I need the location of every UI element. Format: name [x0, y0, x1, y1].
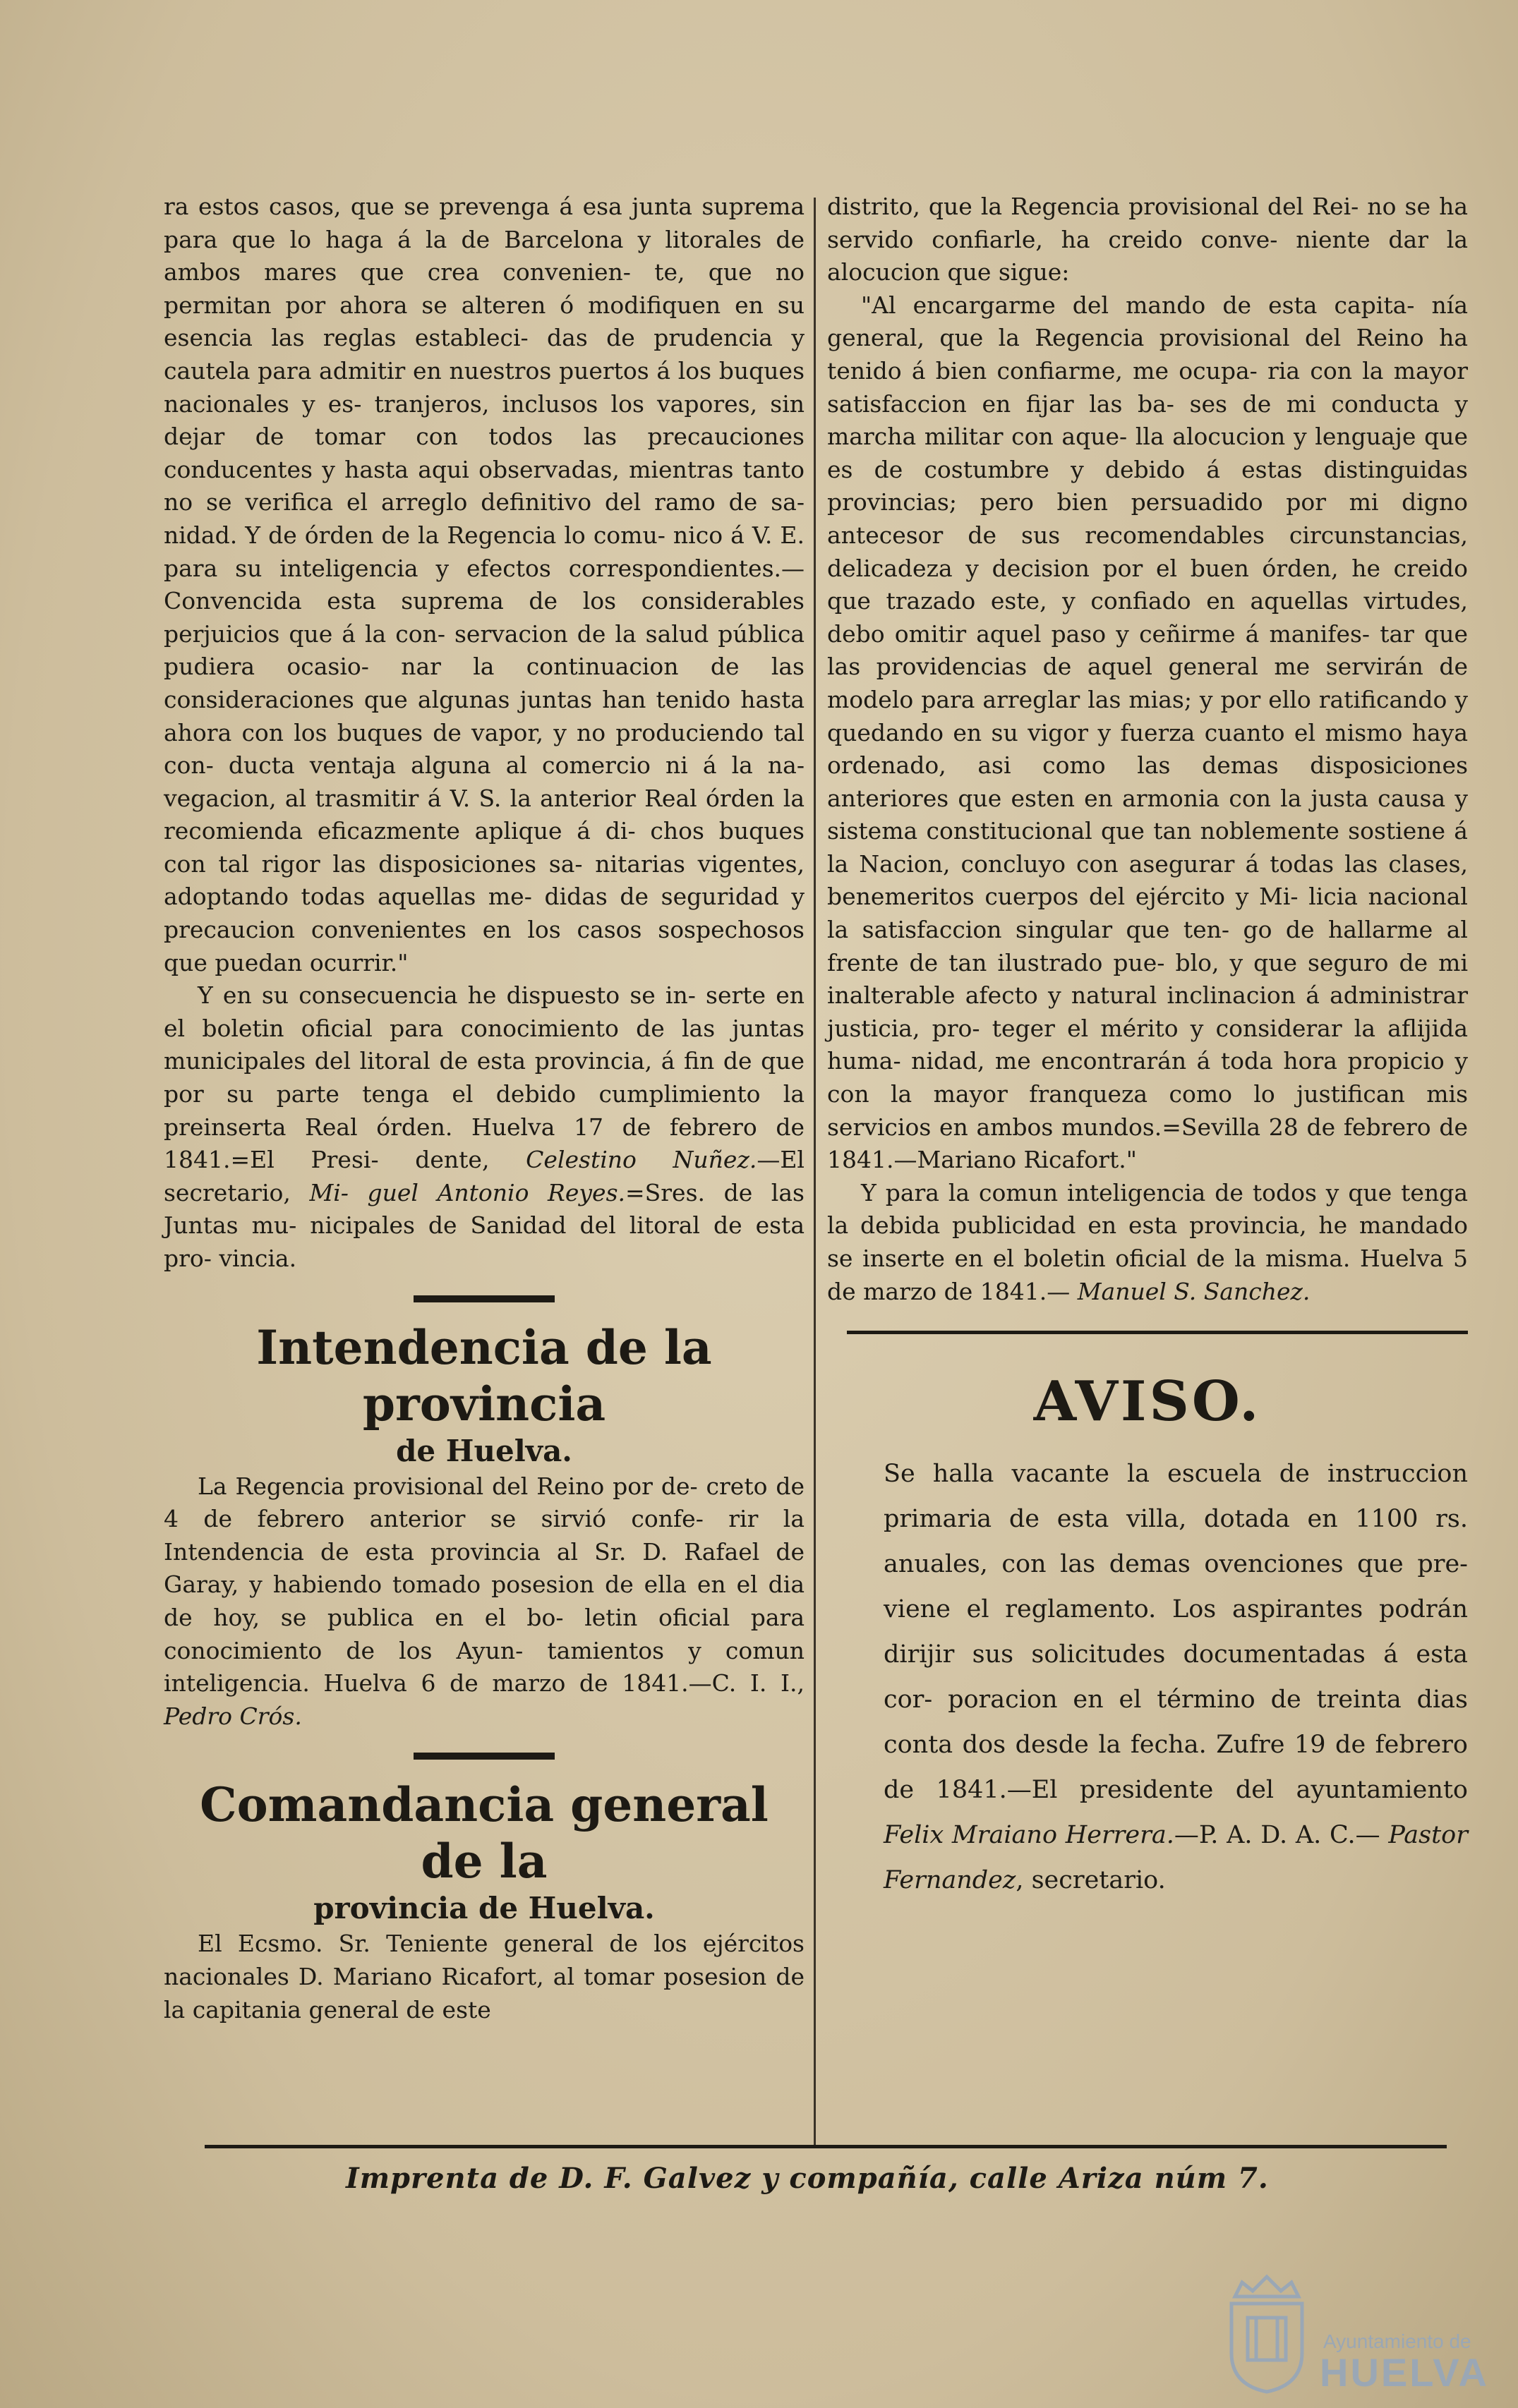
comandancia-subheading: provincia de Huelva. — [313, 1891, 655, 1926]
text-span: Y para la comun inteligencia de todos y que tenga la debida publicidad en esta provincia, he mandado se inserte en el boletin oficial de la misma. Huelva 5 de marzo de 1841.— — [827, 1178, 1468, 1305]
text-span: —El secretario, — [164, 1146, 805, 1206]
text-span: Se halla vacante la escuela de instruccion primaria de esta villa, dotada en 1100 rs. anuales, con las demas ovenciones que pre- viene el reglamento. Los aspirantes podrán dirijir sus solicitudes documentadas á esta cor- poracion en el término de treinta dias conta dos desde la fecha. Zufre 19 de febrero de 1841.—El presidente del ayuntamiento — [884, 1460, 1468, 1805]
signature-name: Pastor Fernandez — [884, 1821, 1468, 1895]
signature-name: Pedro Crós. — [164, 1702, 302, 1730]
watermark-line1: Ayuntamiento de — [1323, 2330, 1471, 2352]
ayuntamiento-watermark — [1221, 2268, 1503, 2395]
comandancia-paragraph: El Ecsmo. Sr. Teniente general de los ejércitos nacionales D. Mariano Ricafort, al tomar posesion de la capitania general de este — [164, 1930, 805, 2023]
section-divider — [414, 1753, 555, 1760]
left-paragraph-consecuencia — [164, 979, 805, 1275]
section-divider — [414, 1295, 555, 1302]
footer-rule — [205, 2145, 1447, 2148]
intendencia-paragraph — [164, 1470, 805, 1734]
aviso-paragraph — [827, 1451, 1468, 1903]
text-span: =Sres. de las Juntas mu- nicipales de Sanidad del litoral de esta pro- vincia. — [164, 1178, 805, 1272]
aviso-heading: AVISO. — [1033, 1369, 1262, 1434]
text-span: Y en su consecuencia he dispuesto se in- serte en el boletin oficial para conocimiento de las juntas municipales del litoral de esta provincia, á fin de que por su parte tenga el debido cumplimiento la preinserta Real órden. Huelva 17 de febrero de 1841.=El Presi- dente, — [164, 981, 805, 1174]
left-column — [164, 190, 805, 2026]
signature-name: Manuel S. Sanchez. — [1077, 1277, 1311, 1305]
text-span: —P. A. D. A. C.— — [1174, 1821, 1389, 1850]
watermark-line2: HUELVA — [1320, 2350, 1489, 2395]
right-paragraph-alocucion: "Al encargarme del mando de esta capita- nía general, que la Regencia provisional del Reino ha tenido á bien confiarme, me ocupa- ria con la mayor satisfaccion en fijar las ba- ses de mi conducta y marcha militar con aque- lla alocucion y lenguaje que es de costumbre y debido á estas distinguidas provincias; pero bien persuadido por mi digno antecesor de sus recomendables circunstancias, delicadeza y decision por el buen órden, he creido que trazado este, y confiado en aquellas virtudes, debo omitir aquel paso y ceñirme á manifes- tar que las providencias de aquel general me servirán de modelo para arreglar las mias; y por ello ratificando y quedando en su vigor y fuerza cuanto el mismo haya ordenado, asi como las demas disposiciones anteriores que esten en armonia con la justa causa y sistema constitucional que tan noblemente sostiene á la Nacion, concluyo con asegurar á todas las clases, benemeritos cuerpos del ejército y Mi- licia nacional la satisfaccion singular que ten- go de hallarme al frente de tan ilustrado pue- blo, y que seguro de mi inalterable afecto y natural inclinacion á administrar justicia, pro- teger el mérito y considerar la aflijida huma- nidad, me encontrarán á toda hora propicio y con la mayor franqueza como lo justifican mis servicios en ambos mundos.=Sevilla 28 de febrero de 1841.—Mariano Ricafort." — [827, 291, 1468, 1174]
text-span: , secretario. — [1016, 1866, 1166, 1895]
signature-name: Celestino Nuñez. — [526, 1146, 757, 1174]
signature-name: Felix Mraiano Herrera. — [884, 1821, 1174, 1850]
left-paragraph-sanidad: ra estos casos, que se prevenga á esa junta suprema para que lo haga á la de Barcelona y litorales de ambos mares que crea convenien- te, que no permitan por ahora se alteren ó modifiquen en su esencia las reglas estableci- das de prudencia y cautela para admitir en nuestros puertos á los buques nacionales y es- tranjeros, inclusos los vapores, sin dejar de tomar con todos las precauciones conducentes y hasta aqui observadas, mientras tanto no se verifica el arreglo definitivo del ramo de sa- nidad. Y de órden de la Regencia lo comu- nico á V. E. para su inteligencia y efectos correspondientes.—Convencida esta suprema de los considerables perjuicios que á la con- servacion de la salud pública pudiera ocasio- nar la continuacion de las consideraciones que algunas juntas han tenido hasta ahora con los buques de vapor, y no produciendo tal con- ducta ventaja alguna al comercio ni á la na- vegacion, al trasmitir á V. S. la anterior Real órden la recomienda eficazmente aplique á di- chos buques con tal rigor las disposiciones sa- nitarias vigentes, adoptando todas aquellas me- didas de seguridad y precaucion convenientes en los casos sospechosos que puedan ocurrir." — [164, 193, 805, 976]
signature-name: Mi- guel Antonio Reyes. — [309, 1178, 626, 1206]
text-span: La Regencia provisional del Reino por de- creto de 4 de febrero anterior se sirvió confe- rir la Intendencia de esta provincia al Sr. D. Rafael de Garay, y habiendo tomado posesion de ella en el dia de hoy, se publica en el bo- letin oficial para conocimiento de los Ayun- tamientos y comun inteligencia. Huelva 6 de marzo de 1841.—C. I. I., — [164, 1472, 805, 1698]
intendencia-heading: Intendencia de la provincia — [256, 1319, 712, 1432]
right-paragraph-publicidad — [827, 1177, 1468, 1308]
crest-icon — [1221, 2268, 1313, 2395]
section-divider — [847, 1331, 1468, 1334]
intendencia-subheading: de Huelva. — [396, 1433, 572, 1468]
right-paragraph-distrito: distrito, que la Regencia provisional del Rei- no se ha servido confiarle, ha creido conve- niente dar la alocucion que sigue: — [827, 193, 1468, 286]
printer-footer: Imprenta de D. F. Galvez y compañía, calle Ariza núm 7. — [346, 2162, 1269, 2195]
column-divider — [814, 198, 816, 2145]
comandancia-heading: Comandancia general de la — [200, 1777, 769, 1889]
right-column — [827, 190, 1468, 1903]
